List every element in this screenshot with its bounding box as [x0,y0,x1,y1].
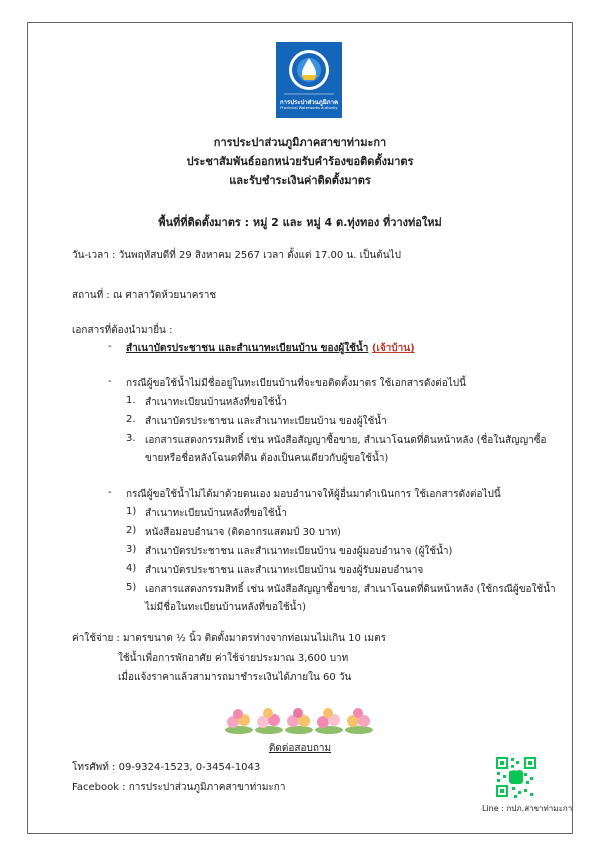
case2-item-5-cont: ไม่มีชื่อในทะเบียนบ้านหลังที่ขอใช้น้ำ) [145,602,307,613]
case2-item-2: หนังสือมอบอำนาจ (ติดอากรแสตมป์ 30 บาท) [145,527,341,538]
case1-item-2: สำเนาบัตรประชาชน และสำเนาทะเบียนบ้าน ของผู้ใช้น้ำ [145,416,387,427]
cost-line-1: ค่าใช้จ่าย : มาตรขนาด ½ นิ้ว ติดตั้งมาตรห่างจากท่อเมนไม่เกิน 10 เมตร [72,633,386,644]
case2-dash: - [108,487,112,498]
documents-dash: - [108,341,112,352]
case2-item-2-num: 2) [126,525,137,536]
case2-item-4-num: 4) [126,563,137,574]
contact-title: ติดต่อสอบถาม [268,743,332,754]
documents-main-item [126,341,415,356]
case1-item-3-num: 3. [126,433,136,444]
case2-item-1-num: 1) [126,506,137,517]
heading-line-2: ประชาสัมพันธ์ออกหน่วยรับคำร้องขอติดตั้งมาตร [186,155,414,168]
documents-main-note: (เจ้าบ้าน) [371,343,415,354]
case1-item-2-num: 2. [126,414,136,425]
cost-line-2: ใช้น้ำเพื่อการพักอาศัย ค่าใช้จ่ายประมาณ 3,600 บาท [118,653,349,664]
case2-item-3: สำเนาบัตรประชาชน และสำเนาทะเบียนบ้าน ของผู้มอบอำนาจ (ผู้ใช้น้ำ) [145,546,453,557]
logo-org-en: Provincial Waterworks Authority [280,106,338,110]
case2-item-5-num: 5) [126,582,137,593]
documents-title: เอกสารที่ต้องนำมายื่น : [72,325,173,336]
case2-title: กรณีผู้ขอใช้น้ำไม่ได้มาด้วยตนเอง มอบอำนาจให้ผู้อื่นมาดำเนินการ ใช้เอกสารดังต่อไปนี้ [126,489,501,500]
contact-phone: โทรศัพท์ : 09-9324-1523, 0-3454-1043 [72,762,261,773]
contact-line-id: Line : กปภ.สาขาท่ามะกา [482,804,573,813]
heading-line-3: และรับชำระเงินค่าติดตั้งมาตร [229,174,371,187]
logo-org-th: การประปาส่วนภูมิภาค [279,99,339,106]
line-qr-code [494,755,538,799]
case1-item-1: สำเนาทะเบียนบ้านหลังที่ขอใช้น้ำ [145,397,287,408]
date-time: วัน-เวลา : วันพฤหัสบดีที่ 29 สิงหาคม 2567 เวลา ตั้งแต่ 17.00 น. เป็นต้นไป [72,250,401,261]
qr-line-badge: LINE [508,767,519,772]
case2-item-5: เอกสารแสดงกรรมสิทธิ์ เช่น หนังสือสัญญาซื้อขาย, สำเนาโฉนดที่ดินหน้าหลัง (ใช้กรณีผู้ขอใช้น้ำ [145,584,556,595]
case1-dash: - [108,376,112,387]
install-area: พื้นที่ที่ติดตั้งมาตร : หมู่ 2 และ หมู่ 4 ต.ทุ่งทอง ที่วางท่อใหม่ [158,216,442,229]
case2-item-4: สำเนาบัตรประชาชน และสำเนาทะเบียนบ้าน ของผู้รับมอบอำนาจ [145,565,424,576]
cost-line-3: เมื่อแจ้งราคาแล้วสามารถมาชำระเงินได้ภายใน 60 วัน [118,672,352,683]
case2-item-1: สำเนาทะเบียนบ้านหลังที่ขอใช้น้ำ [145,508,287,519]
case1-item-1-num: 1. [126,395,136,406]
venue: สถานที่ : ณ ศาลาวัดห้วยนาคราช [72,290,217,301]
case1-title: กรณีผู้ขอใช้น้ำไม่มีชื่ออยู่ในทะเบียนบ้านที่จะขอติดตั้งมาตร ใช้เอกสารดังต่อไปนี้ [126,378,466,389]
case1-item-3-cont: ขายหรือชื่อหลังโฉนดที่ดิน ต้องเป็นคนเดียวกับผู้ขอใช้น้ำ) [145,453,389,464]
documents-main-text: สำเนาบัตรประชาชน และสำเนาทะเบียนบ้าน ของผู้ใช้น้ำ [126,343,369,354]
contact-facebook: Facebook : การประปาส่วนภูมิภาคสาขาท่ามะกา [72,782,286,793]
case2-item-3-num: 3) [126,544,137,555]
flower-decoration [224,702,374,736]
heading-line-1: การประปาส่วนภูมิภาคสาขาท่ามะกา [213,136,387,149]
case1-item-3: เอกสารแสดงกรรมสิทธิ์ เช่น หนังสือสัญญาซื้อขาย, สำเนาโฉนดที่ดินหน้าหลัง (ชื่อในสัญญาซื้อ [145,435,547,446]
pwa-logo [276,42,342,118]
